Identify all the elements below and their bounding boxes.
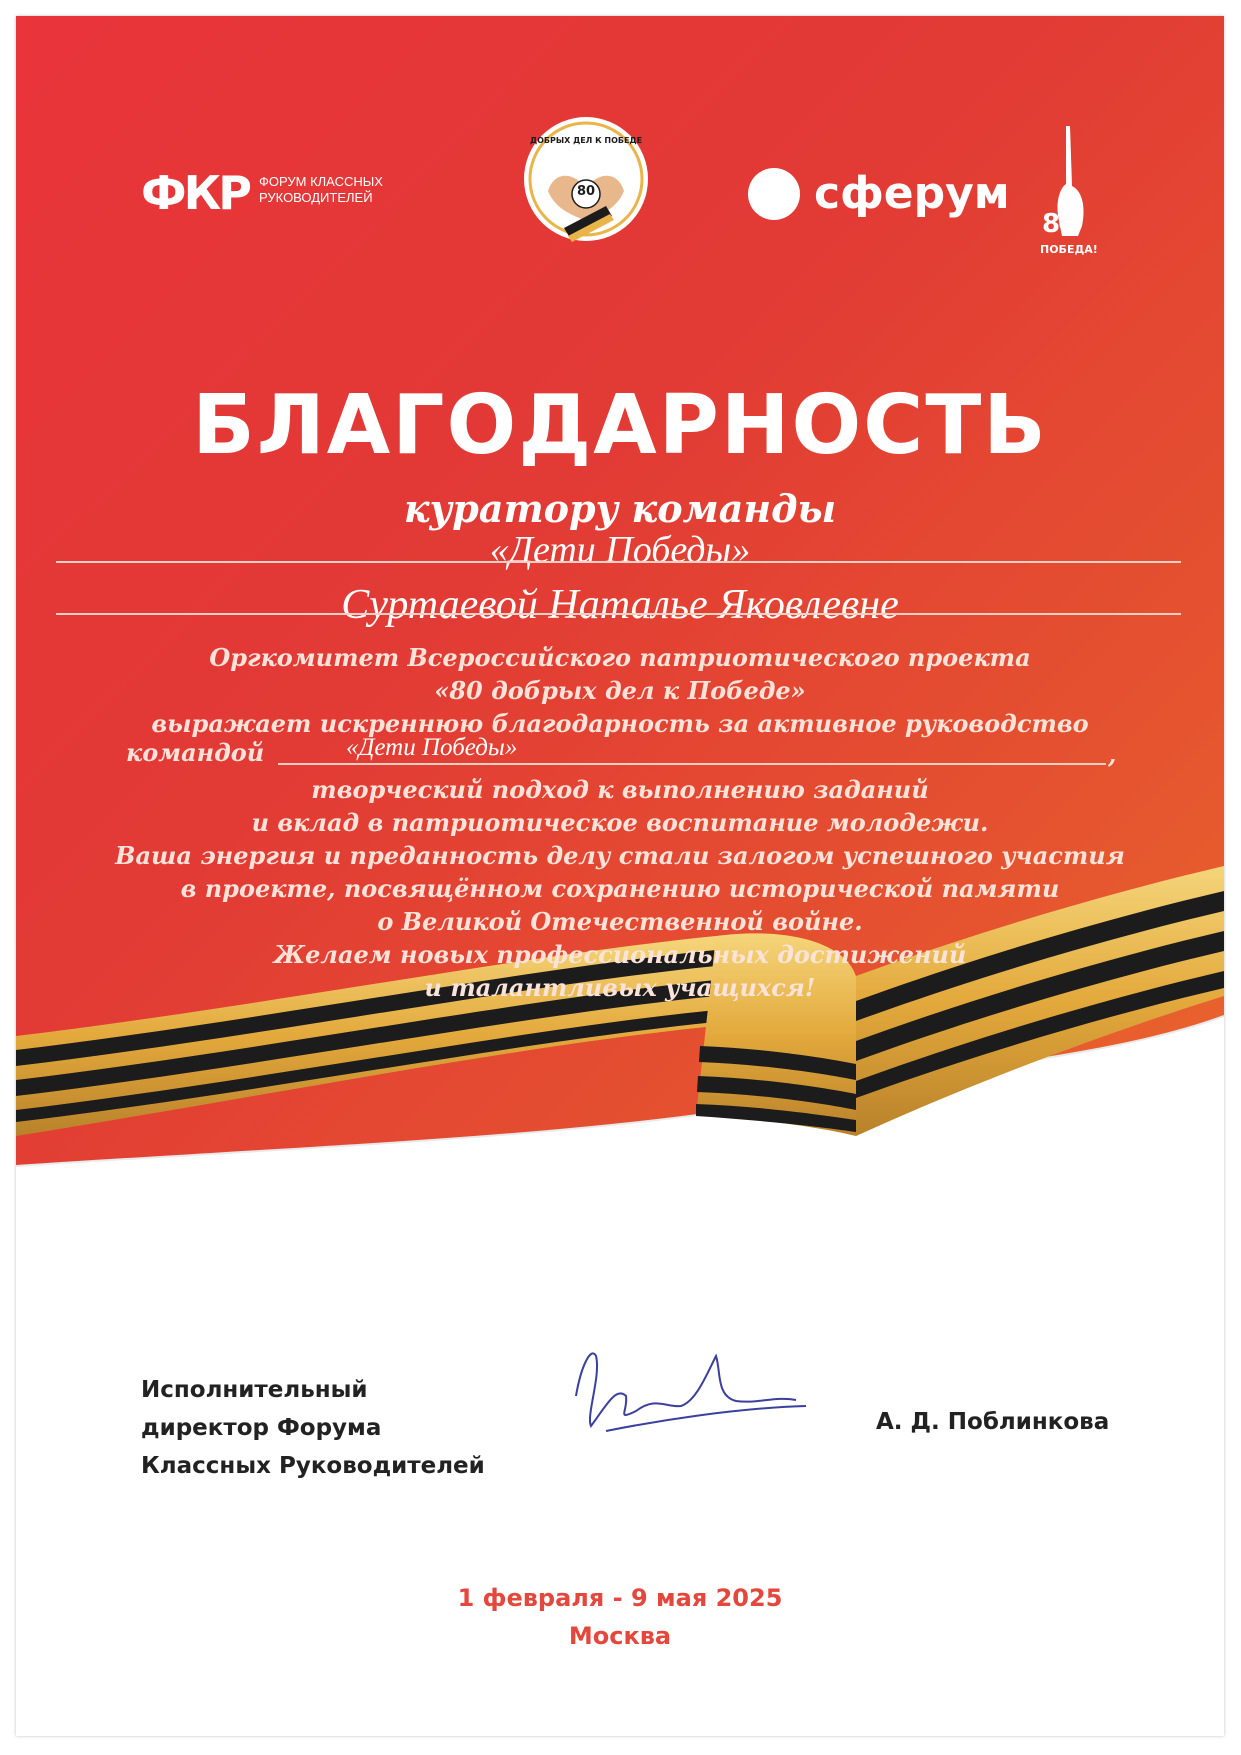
body-line: Ваша энергия и преданность делу стали залогом успешного участия	[115, 841, 1125, 870]
fkr-mark: ФКР	[141, 166, 249, 220]
pobeda-text: ПОБЕДА!	[1040, 243, 1098, 256]
recipient-name: Суртаевой Наталье Яковлевне	[341, 582, 899, 628]
certificate-sheet	[16, 16, 1224, 1736]
fkr-logo	[141, 166, 431, 226]
body-komandoi: командой	[126, 738, 265, 767]
body-line: и вклад в патриотическое воспитание молодежи.	[251, 808, 989, 837]
body-line: Оргкомитет Всероссийского патриотического проекта	[209, 643, 1031, 672]
body-line: выражает искреннюю благодарность за активное руководство	[151, 709, 1089, 738]
center-badge-text: ДОБРЫХ ДЕЛ К ПОБЕДЕ	[529, 136, 643, 145]
fkr-text: ФОРУМ КЛАССНЫХ РУКОВОДИТЕЛЕЙ	[259, 174, 383, 205]
director-name: А. Д. Поблинкова	[876, 1409, 1110, 1435]
center-badge-number: 80	[576, 184, 596, 199]
body-comma: ,	[1108, 740, 1117, 769]
position-line: Классных Руководителей	[141, 1453, 485, 1479]
signatory-position	[141, 1371, 541, 1485]
body-line: в проекте, посвящённом сохранению исторической памяти	[180, 874, 1060, 903]
event-city: Москва	[568, 1622, 672, 1650]
event-dates: 1 февраля - 9 мая 2025	[457, 1584, 783, 1612]
sferum-icon	[748, 168, 800, 220]
sferum-logo	[736, 164, 1010, 234]
team-inline-fill-line	[278, 763, 1106, 765]
sferum-text: сферум	[814, 168, 1010, 219]
body-line: о Великой Отечественной войне.	[377, 907, 863, 936]
body-text-main	[36, 773, 1204, 1004]
team-name: «Дети Победы»	[489, 529, 751, 571]
certificate-title: БЛАГОДАРНОСТЬ	[192, 378, 1048, 473]
body-line: Желаем новых профессиональных достижений	[273, 940, 967, 969]
position-line: директор Форума	[141, 1415, 382, 1441]
body-text-intro	[36, 641, 1204, 740]
pobeda-number: 80	[1042, 209, 1075, 239]
recipient-fill-line	[56, 613, 1181, 615]
certificate-subtitle: куратору команды	[403, 486, 837, 531]
team-name-inline: «Дети Победы»	[346, 734, 518, 761]
body-line: «80 добрых дел к Победе»	[434, 676, 806, 705]
pobeda-80-logo	[1036, 121, 1116, 271]
body-line: и талантливых учащихся!	[424, 973, 816, 1002]
position-line: Исполнительный	[141, 1377, 368, 1403]
team-fill-line	[56, 561, 1181, 563]
body-line: творческий подход к выполнению заданий	[311, 775, 929, 804]
